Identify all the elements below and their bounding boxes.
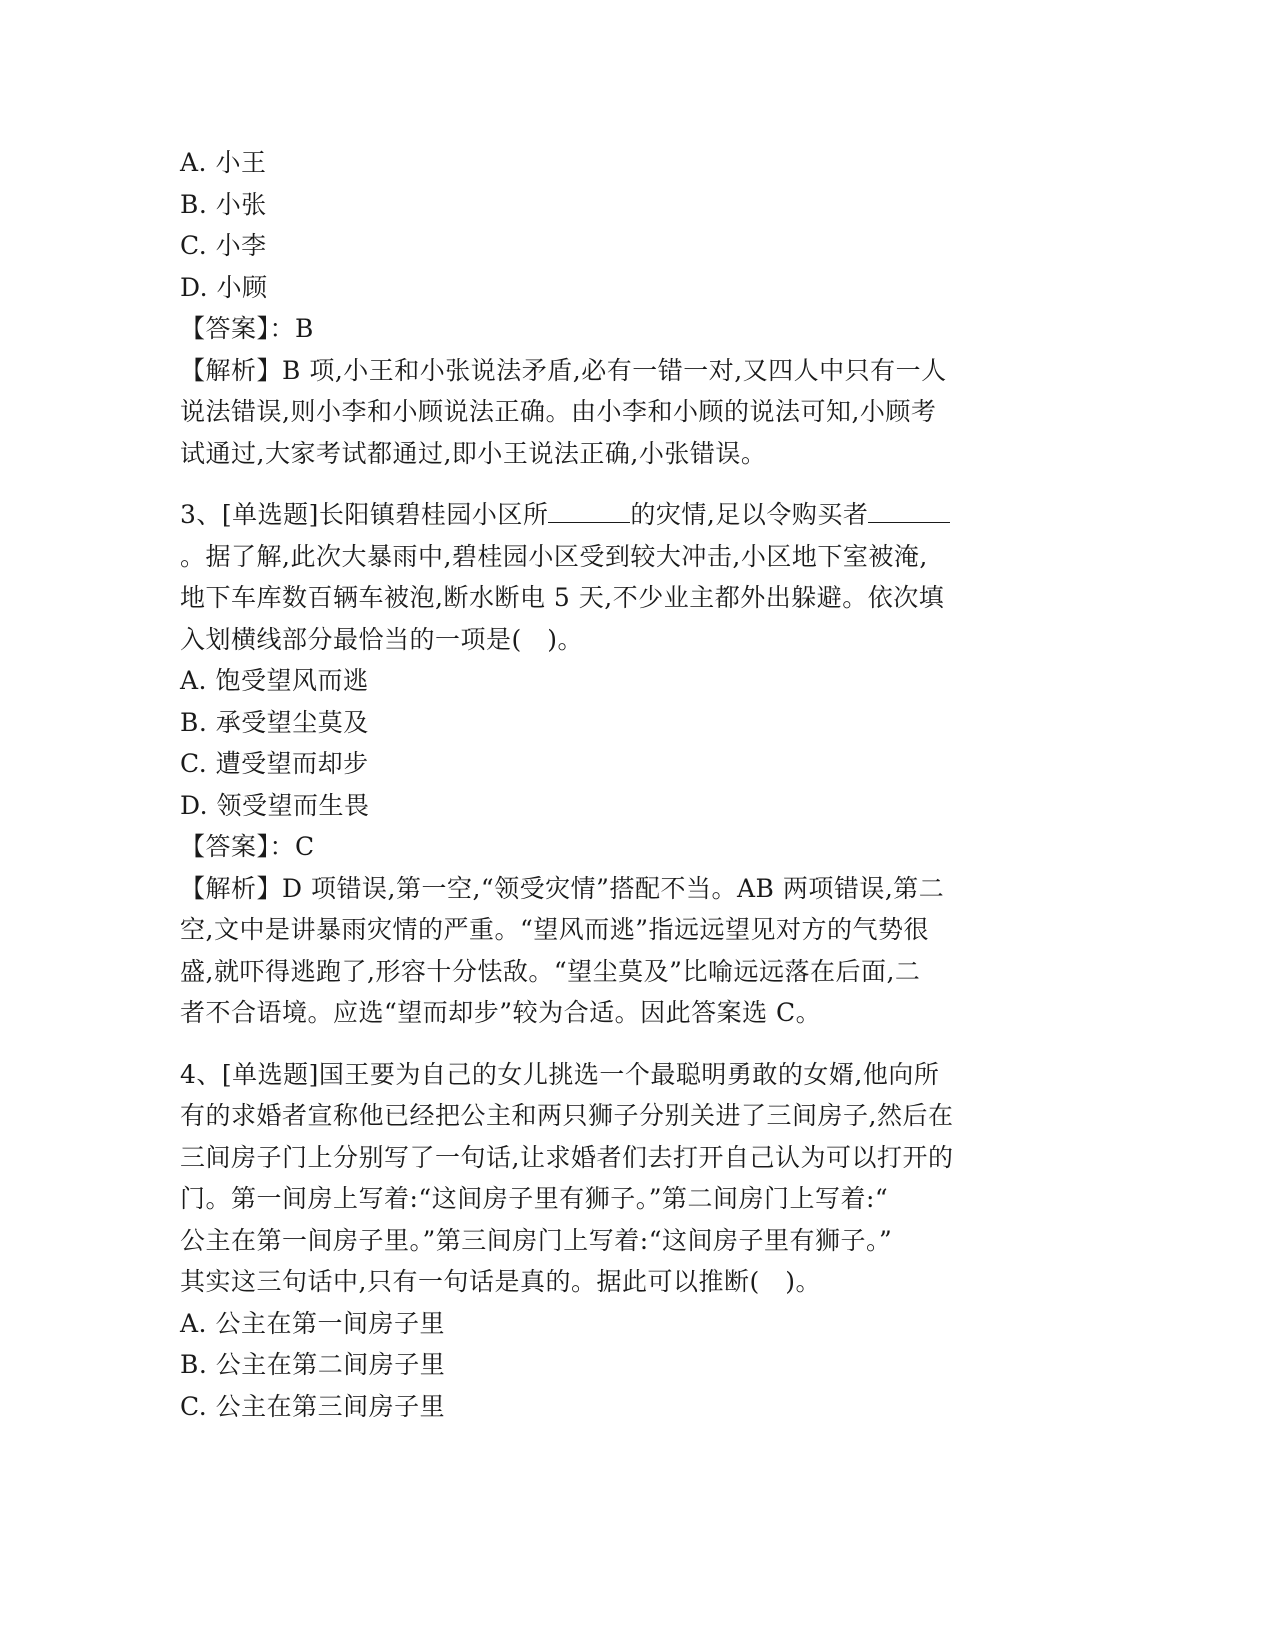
option-b: B. 公主在第二间房子里 [180, 1350, 446, 1379]
question-3-answer: 【答案】：C [180, 832, 315, 861]
question-2-answer: 【答案】：B [180, 314, 314, 343]
stem-line [180, 494, 1030, 536]
option-c: C. 小李 [180, 231, 267, 260]
analysis-line: 【解析】D 项错误,第一空,“领受灾情”搭配不当。AB 两项错误,第二 [180, 873, 945, 903]
question-3-options [180, 660, 1030, 826]
analysis-line: 空,文中是讲暴雨灾情的严重。“望风而逃”指远远望见对方的气势很 [180, 915, 930, 944]
option-c: C. 公主在第三间房子里 [180, 1391, 446, 1421]
analysis-line: 者不合语境。应选“望而却步”较为合适。因此答案选 C。 [180, 998, 822, 1027]
stem-text: 3、[单选题]长阳镇碧桂园小区所 [180, 500, 549, 529]
question-2-analysis [180, 350, 1030, 475]
stem-line: 。据了解,此次大暴雨中,碧桂园小区受到较大冲击,小区地下室被淹, [180, 541, 928, 571]
stem-line: 地下车库数百辆车被泡,断水断电 5 天,不少业主都外出躲避。依次填 [180, 583, 945, 612]
analysis-line: 【解析】B 项,小王和小张说法矛盾,必有一错一对,又四人中只有一人 [180, 355, 947, 385]
option-a: A. 小王 [180, 148, 267, 177]
stem-text: 的灾情,足以令购买者 [630, 500, 869, 529]
option-b: B. 承受望尘莫及 [180, 707, 369, 737]
stem-line: 入划横线部分最恰当的一项是( )。 [180, 624, 584, 654]
option-d: D. 领受望而生畏 [180, 790, 370, 820]
option-c: C. 遭受望而却步 [180, 749, 369, 778]
stem-line: 三间房子门上分别写了一句话,让求婚者们去打开自己认为可以打开的 [180, 1142, 954, 1172]
stem-line: 门。第一间房上写着:“这间房子里有狮子。”第二间房门上写着:“ [180, 1184, 889, 1213]
stem-line: 有的求婚者宣称他已经把公主和两只狮子分别关进了三间房子,然后在 [180, 1101, 954, 1130]
option-b: B. 小张 [180, 189, 267, 219]
question-2-options [180, 142, 1030, 308]
option-d: D. 小顾 [180, 272, 268, 302]
document-page [180, 142, 1030, 1427]
question-3-analysis [180, 868, 1030, 1034]
stem-line: 4、[单选题]国王要为自己的女儿挑选一个最聪明勇敢的女婿,他向所 [180, 1059, 940, 1089]
question-4-options [180, 1303, 1030, 1428]
question-4-stem [180, 1054, 1030, 1303]
analysis-line: 试通过,大家考试都通过,即小王说法正确,小张错误。 [180, 438, 767, 468]
question-3-stem [180, 494, 1030, 660]
fill-blank [868, 500, 950, 523]
stem-line: 其实这三句话中,只有一句话是真的。据此可以推断( )。 [180, 1267, 821, 1296]
option-a: A. 公主在第一间房子里 [180, 1308, 445, 1338]
fill-blank [548, 500, 630, 523]
option-a: A. 饱受望风而逃 [180, 666, 369, 695]
analysis-line: 说法错误,则小李和小顾说法正确。由小李和小顾的说法可知,小顾考 [180, 397, 937, 426]
analysis-line: 盛,就吓得逃跑了,形容十分怯敌。“望尘莫及”比喻远远落在后面,二 [180, 956, 921, 986]
stem-line: 公主在第一间房子里。”第三间房门上写着:“这间房子里有狮子。” [180, 1225, 893, 1255]
